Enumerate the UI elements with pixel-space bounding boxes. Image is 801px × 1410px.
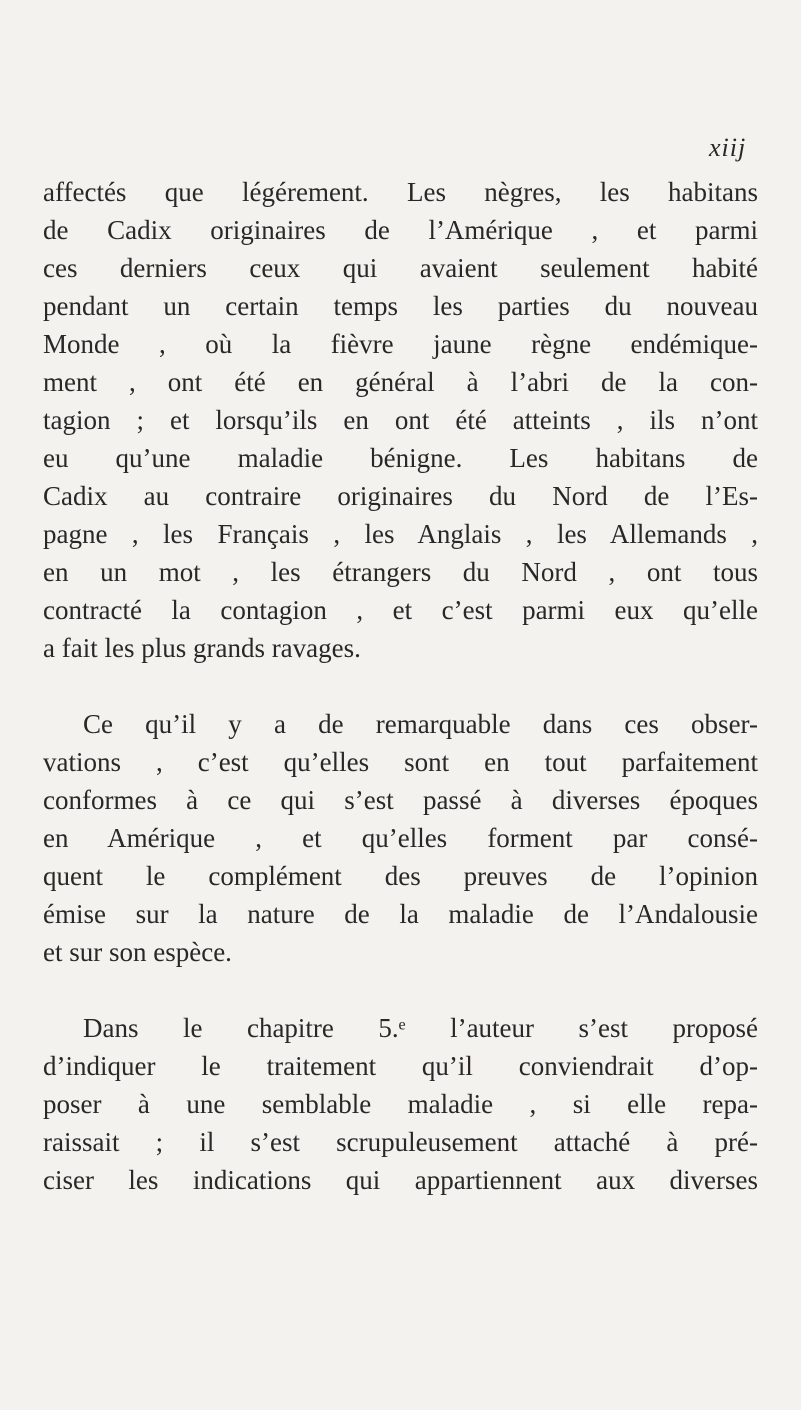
paragraph-spacer <box>43 667 758 705</box>
text-line: Ce qu’il y a de remarquable dans ces obser- <box>83 709 758 739</box>
text-line: quent le complément des preuves de l’opinion <box>43 861 758 891</box>
text-line: et sur son espèce. <box>43 937 232 967</box>
body-text <box>43 173 758 1199</box>
text-line: affectés que légérement. Les nègres, les habitans <box>43 177 758 207</box>
text-line: pagne , les Français , les Anglais , les Allemands , <box>43 519 758 549</box>
text-line: tagion ; et lorsqu’ils en ont été atteints , ils n’ont <box>43 405 758 435</box>
paragraph-1 <box>43 173 758 667</box>
text-line: poser à une semblable maladie , si elle repa- <box>43 1089 758 1119</box>
page-number: xiij <box>709 133 747 162</box>
paragraph-3 <box>43 1009 758 1199</box>
text-line: en Amérique , et qu’elles forment par consé- <box>43 823 758 853</box>
text-line: Monde , où la fièvre jaune règne endémique- <box>43 329 758 359</box>
text-line: ciser les indications qui appartiennent aux diverses <box>43 1165 758 1195</box>
text-line: eu qu’une maladie bénigne. Les habitans de <box>43 443 758 473</box>
text-line: de Cadix originaires de l’Amérique , et parmi <box>43 215 758 245</box>
text-line: Cadix au contraire originaires du Nord de l’Es- <box>43 481 758 511</box>
text-line: conformes à ce qui s’est passé à diverses époques <box>43 785 758 815</box>
text-line: raissait ; il s’est scrupuleusement attaché à pré- <box>43 1127 758 1157</box>
text-line: émise sur la nature de la maladie de l’Andalousie <box>43 899 758 929</box>
text-line: pendant un certain temps les parties du nouveau <box>43 291 758 321</box>
text-line: en un mot , les étrangers du Nord , ont tous <box>43 557 758 587</box>
text-line: Dans le chapitre 5.ᵉ l’auteur s’est proposé <box>83 1013 758 1043</box>
text-line: d’indiquer le traitement qu’il conviendrait d’op- <box>43 1051 758 1081</box>
text-line: ces derniers ceux qui avaient seulement habité <box>43 253 758 283</box>
paragraph-spacer <box>43 971 758 1009</box>
paragraph-2 <box>43 705 758 971</box>
text-line: a fait les plus grands ravages. <box>43 633 361 663</box>
text-line: vations , c’est qu’elles sont en tout parfaitement <box>43 747 758 777</box>
text-line: ment , ont été en général à l’abri de la con- <box>43 367 758 397</box>
text-line: contracté la contagion , et c’est parmi eux qu’elle <box>43 595 758 625</box>
